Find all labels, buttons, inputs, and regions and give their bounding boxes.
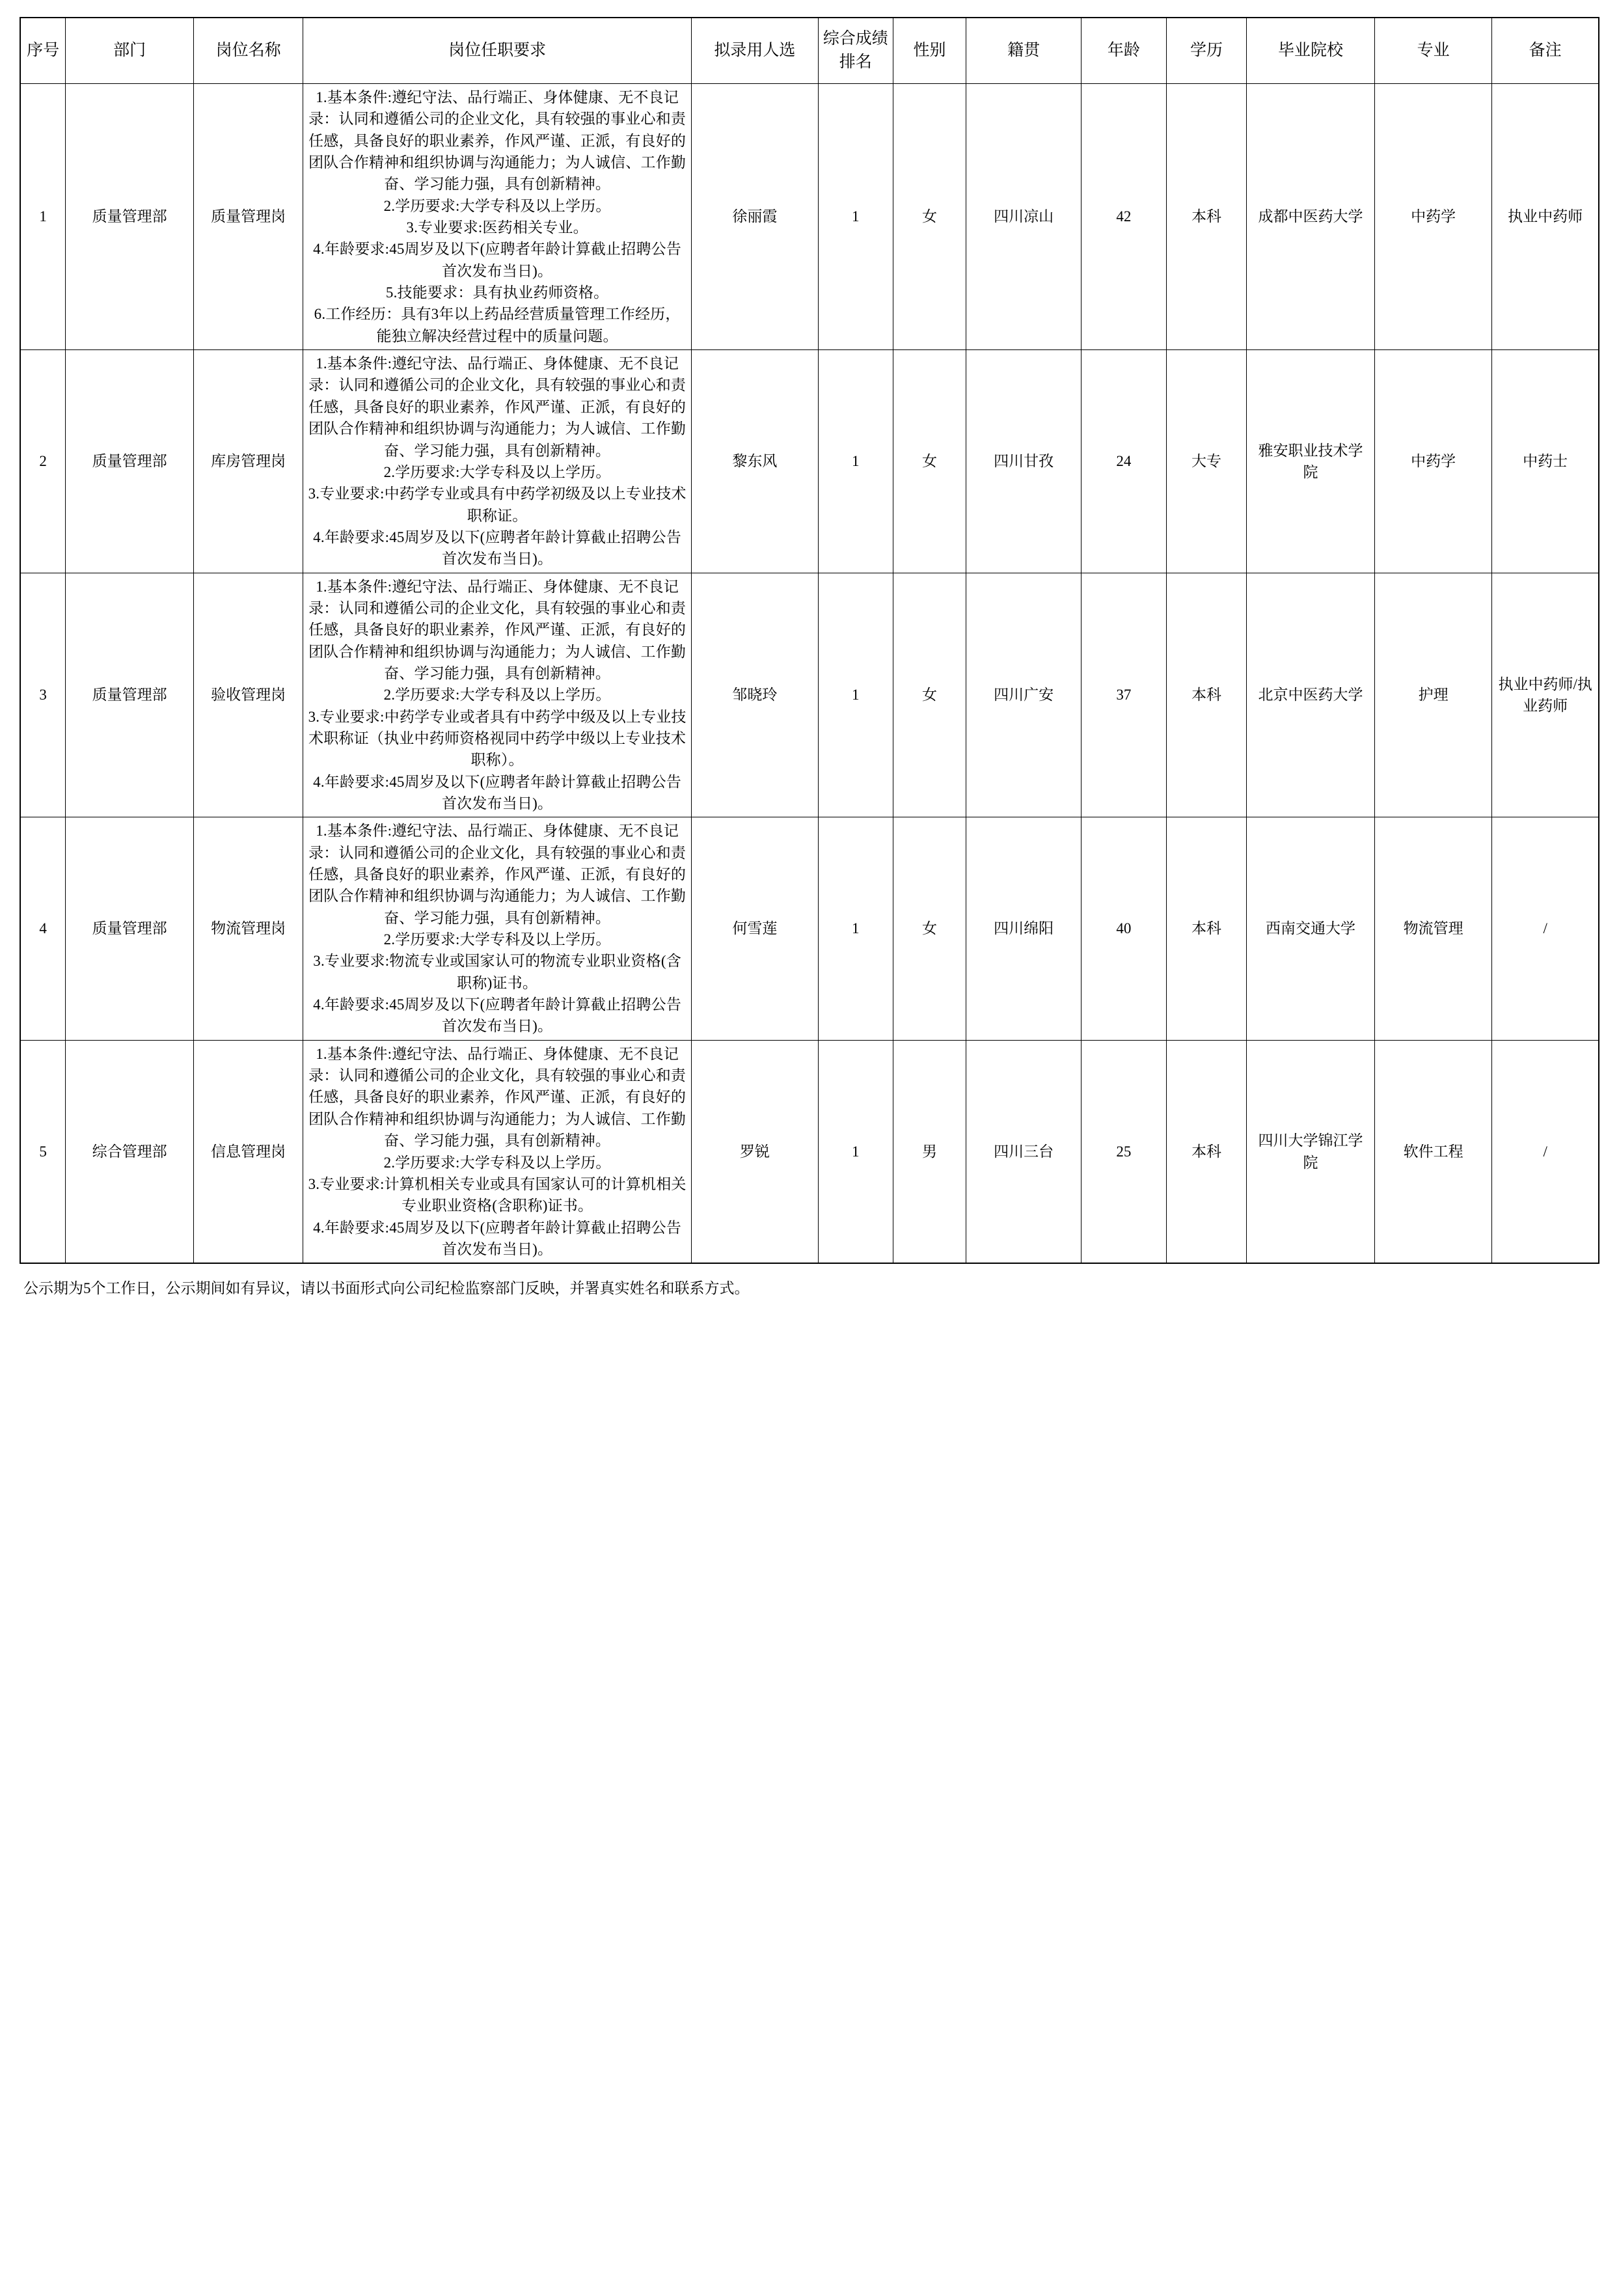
column-header-candidate: 拟录用人选: [691, 18, 818, 84]
cell-candidate: 何雪莲: [691, 817, 818, 1040]
cell-education: 本科: [1167, 817, 1247, 1040]
requirement-line: 1.基本条件:遵纪守法、品行端正、身体健康、无不良记录：认同和遵循公司的企业文化，具有较强的事业心和责任感，具备良好的职业素养，作风严谨、正派，有良好的团队合作精神和组织协调与沟通能力；为人诚信、工作勤奋、学习能力强，具有创新精神。: [308, 578, 687, 681]
cell-department: 综合管理部: [66, 1040, 194, 1263]
cell-note: /: [1492, 817, 1599, 1040]
cell-department: 质量管理部: [66, 573, 194, 817]
cell-education: 本科: [1167, 1040, 1247, 1263]
cell-school: 四川大学锦江学院: [1247, 1040, 1375, 1263]
cell-sex: 女: [893, 350, 966, 573]
cell-candidate: 邹晓玲: [691, 573, 818, 817]
requirement-line: 2.学历要求:大学专科及以上学历。: [383, 197, 611, 214]
requirement-line: 4.年龄要求:45周岁及以下(应聘者年龄计算截止招聘公告首次发布当日)。: [313, 1219, 682, 1257]
cell-sex: 女: [893, 84, 966, 350]
column-header-department: 部门: [66, 18, 194, 84]
cell-education: 本科: [1167, 84, 1247, 350]
cell-major: 软件工程: [1374, 1040, 1491, 1263]
cell-requirements: [303, 817, 692, 1040]
table-row: [20, 350, 1599, 573]
cell-age: 37: [1081, 573, 1166, 817]
requirement-line: 4.年龄要求:45周岁及以下(应聘者年龄计算截止招聘公告首次发布当日)。: [313, 996, 682, 1035]
cell-requirements: [303, 573, 692, 817]
cell-major: 护理: [1374, 573, 1491, 817]
cell-rank: 1: [818, 84, 893, 350]
cell-school: 成都中医药大学: [1247, 84, 1375, 350]
cell-rank: 1: [818, 817, 893, 1040]
requirement-line: 3.专业要求:计算机相关专业或具有国家认可的计算机相关专业职业资格(含职称)证书。: [308, 1175, 687, 1214]
requirement-line: 3.专业要求:物流专业或国家认可的物流专业职业资格(含职称)证书。: [313, 953, 681, 991]
requirement-line: 4.年龄要求:45周岁及以下(应聘者年龄计算截止招聘公告首次发布当日)。: [313, 773, 682, 812]
requirement-line: 5.技能要求：具有执业药师资格。: [385, 284, 609, 301]
cell-requirements: [303, 1040, 692, 1263]
cell-note: /: [1492, 1040, 1599, 1263]
cell-department: 质量管理部: [66, 817, 194, 1040]
requirement-line: 2.学历要求:大学专科及以上学历。: [383, 931, 611, 948]
column-header-requirements: 岗位任职要求: [303, 18, 692, 84]
requirement-line: 1.基本条件:遵纪守法、品行端正、身体健康、无不良记录：认同和遵循公司的企业文化，具有较强的事业心和责任感，具备良好的职业素养，作风严谨、正派，有良好的团队合作精神和组织协调与沟通能力；为人诚信、工作勤奋、学习能力强，具有创新精神。: [308, 89, 687, 193]
column-header-rank: 综合成绩排名: [818, 18, 893, 84]
cell-rank: 1: [818, 573, 893, 817]
requirement-line: 3.专业要求:医药相关专业。: [406, 219, 588, 236]
cell-major: 物流管理: [1374, 817, 1491, 1040]
cell-hometown: 四川三台: [966, 1040, 1081, 1263]
requirement-line: 3.专业要求:中药学专业或者具有中药学中级及以上专业技术职称证（执业中药师资格视同中药学中级以上专业技术职称）。: [308, 708, 687, 769]
cell-age: 25: [1081, 1040, 1166, 1263]
cell-requirements: [303, 84, 692, 350]
cell-post: 物流管理岗: [194, 817, 303, 1040]
cell-age: 42: [1081, 84, 1166, 350]
requirement-line: 2.学历要求:大学专科及以上学历。: [383, 687, 611, 704]
cell-school: 北京中医药大学: [1247, 573, 1375, 817]
cell-requirements: [303, 350, 692, 573]
cell-major: 中药学: [1374, 350, 1491, 573]
cell-sex: 男: [893, 1040, 966, 1263]
cell-post: 库房管理岗: [194, 350, 303, 573]
cell-department: 质量管理部: [66, 84, 194, 350]
cell-department: 质量管理部: [66, 350, 194, 573]
requirement-line: 4.年龄要求:45周岁及以下(应聘者年龄计算截止招聘公告首次发布当日)。: [313, 528, 682, 567]
requirement-line: 3.专业要求:中药学专业或具有中药学初级及以上专业技术职称证。: [308, 485, 687, 524]
cell-candidate: 黎东风: [691, 350, 818, 573]
column-header-sex: 性别: [893, 18, 966, 84]
cell-school: 雅安职业技术学院: [1247, 350, 1375, 573]
cell-post: 信息管理岗: [194, 1040, 303, 1263]
table-row: [20, 1040, 1599, 1263]
requirement-line: 6.工作经历：具有3年以上药品经营质量管理工作经历，能独立解决经营过程中的质量问题。: [314, 306, 681, 344]
cell-candidate: 徐丽霞: [691, 84, 818, 350]
cell-hometown: 四川广安: [966, 573, 1081, 817]
requirement-line: 1.基本条件:遵纪守法、品行端正、身体健康、无不良记录：认同和遵循公司的企业文化，具有较强的事业心和责任感，具备良好的职业素养，作风严谨、正派，有良好的团队合作精神和组织协调与沟通能力；为人诚信、工作勤奋、学习能力强，具有创新精神。: [308, 355, 687, 459]
cell-hometown: 四川甘孜: [966, 350, 1081, 573]
cell-post: 验收管理岗: [194, 573, 303, 817]
requirement-line: 2.学历要求:大学专科及以上学历。: [383, 1154, 611, 1171]
cell-hometown: 四川凉山: [966, 84, 1081, 350]
cell-sex: 女: [893, 573, 966, 817]
cell-sex: 女: [893, 817, 966, 1040]
column-header-hometown: 籍贯: [966, 18, 1081, 84]
header-row: [20, 18, 1599, 84]
cell-index: 4: [20, 817, 66, 1040]
cell-school: 西南交通大学: [1247, 817, 1375, 1040]
cell-index: 3: [20, 573, 66, 817]
requirement-line: 1.基本条件:遵纪守法、品行端正、身体健康、无不良记录：认同和遵循公司的企业文化，具有较强的事业心和责任感，具备良好的职业素养，作风严谨、正派，有良好的团队合作精神和组织协调与沟通能力；为人诚信、工作勤奋、学习能力强，具有创新精神。: [308, 1045, 687, 1149]
cell-note: 执业中药师/执业药师: [1492, 573, 1599, 817]
cell-age: 40: [1081, 817, 1166, 1040]
公示说明-footnote: 公示期为5个工作日，公示期间如有异议，请以书面形式向公司纪检监察部门反映，并署真实姓名和联系方式。: [23, 1280, 750, 1297]
table-header: [20, 18, 1599, 84]
cell-note: 执业中药师: [1492, 84, 1599, 350]
cell-hometown: 四川绵阳: [966, 817, 1081, 1040]
cell-index: 5: [20, 1040, 66, 1263]
table-row: [20, 84, 1599, 350]
column-header-post: 岗位名称: [194, 18, 303, 84]
cell-major: 中药学: [1374, 84, 1491, 350]
column-header-major: 专业: [1374, 18, 1491, 84]
cell-education: 大专: [1167, 350, 1247, 573]
column-header-age: 年龄: [1081, 18, 1166, 84]
requirement-line: 2.学历要求:大学专科及以上学历。: [383, 463, 611, 480]
cell-age: 24: [1081, 350, 1166, 573]
column-header-note: 备注: [1492, 18, 1599, 84]
cell-rank: 1: [818, 1040, 893, 1263]
cell-post: 质量管理岗: [194, 84, 303, 350]
column-header-index: 序号: [20, 18, 66, 84]
cell-education: 本科: [1167, 573, 1247, 817]
table-body: [20, 84, 1599, 1264]
cell-note: 中药士: [1492, 350, 1599, 573]
requirement-line: 1.基本条件:遵纪守法、品行端正、身体健康、无不良记录：认同和遵循公司的企业文化，具有较强的事业心和责任感，具备良好的职业素养，作风严谨、正派，有良好的团队合作精神和组织协调与沟通能力；为人诚信、工作勤奋、学习能力强，具有创新精神。: [308, 823, 687, 926]
cell-rank: 1: [818, 350, 893, 573]
cell-index: 2: [20, 350, 66, 573]
requirement-line: 4.年龄要求:45周岁及以下(应聘者年龄计算截止招聘公告首次发布当日)。: [313, 241, 682, 279]
table-row: [20, 817, 1599, 1040]
cell-candidate: 罗锐: [691, 1040, 818, 1263]
column-header-school: 毕业院校: [1247, 18, 1375, 84]
table-row: [20, 573, 1599, 817]
recruitment-table: [20, 17, 1599, 1264]
column-header-education: 学历: [1167, 18, 1247, 84]
cell-index: 1: [20, 84, 66, 350]
